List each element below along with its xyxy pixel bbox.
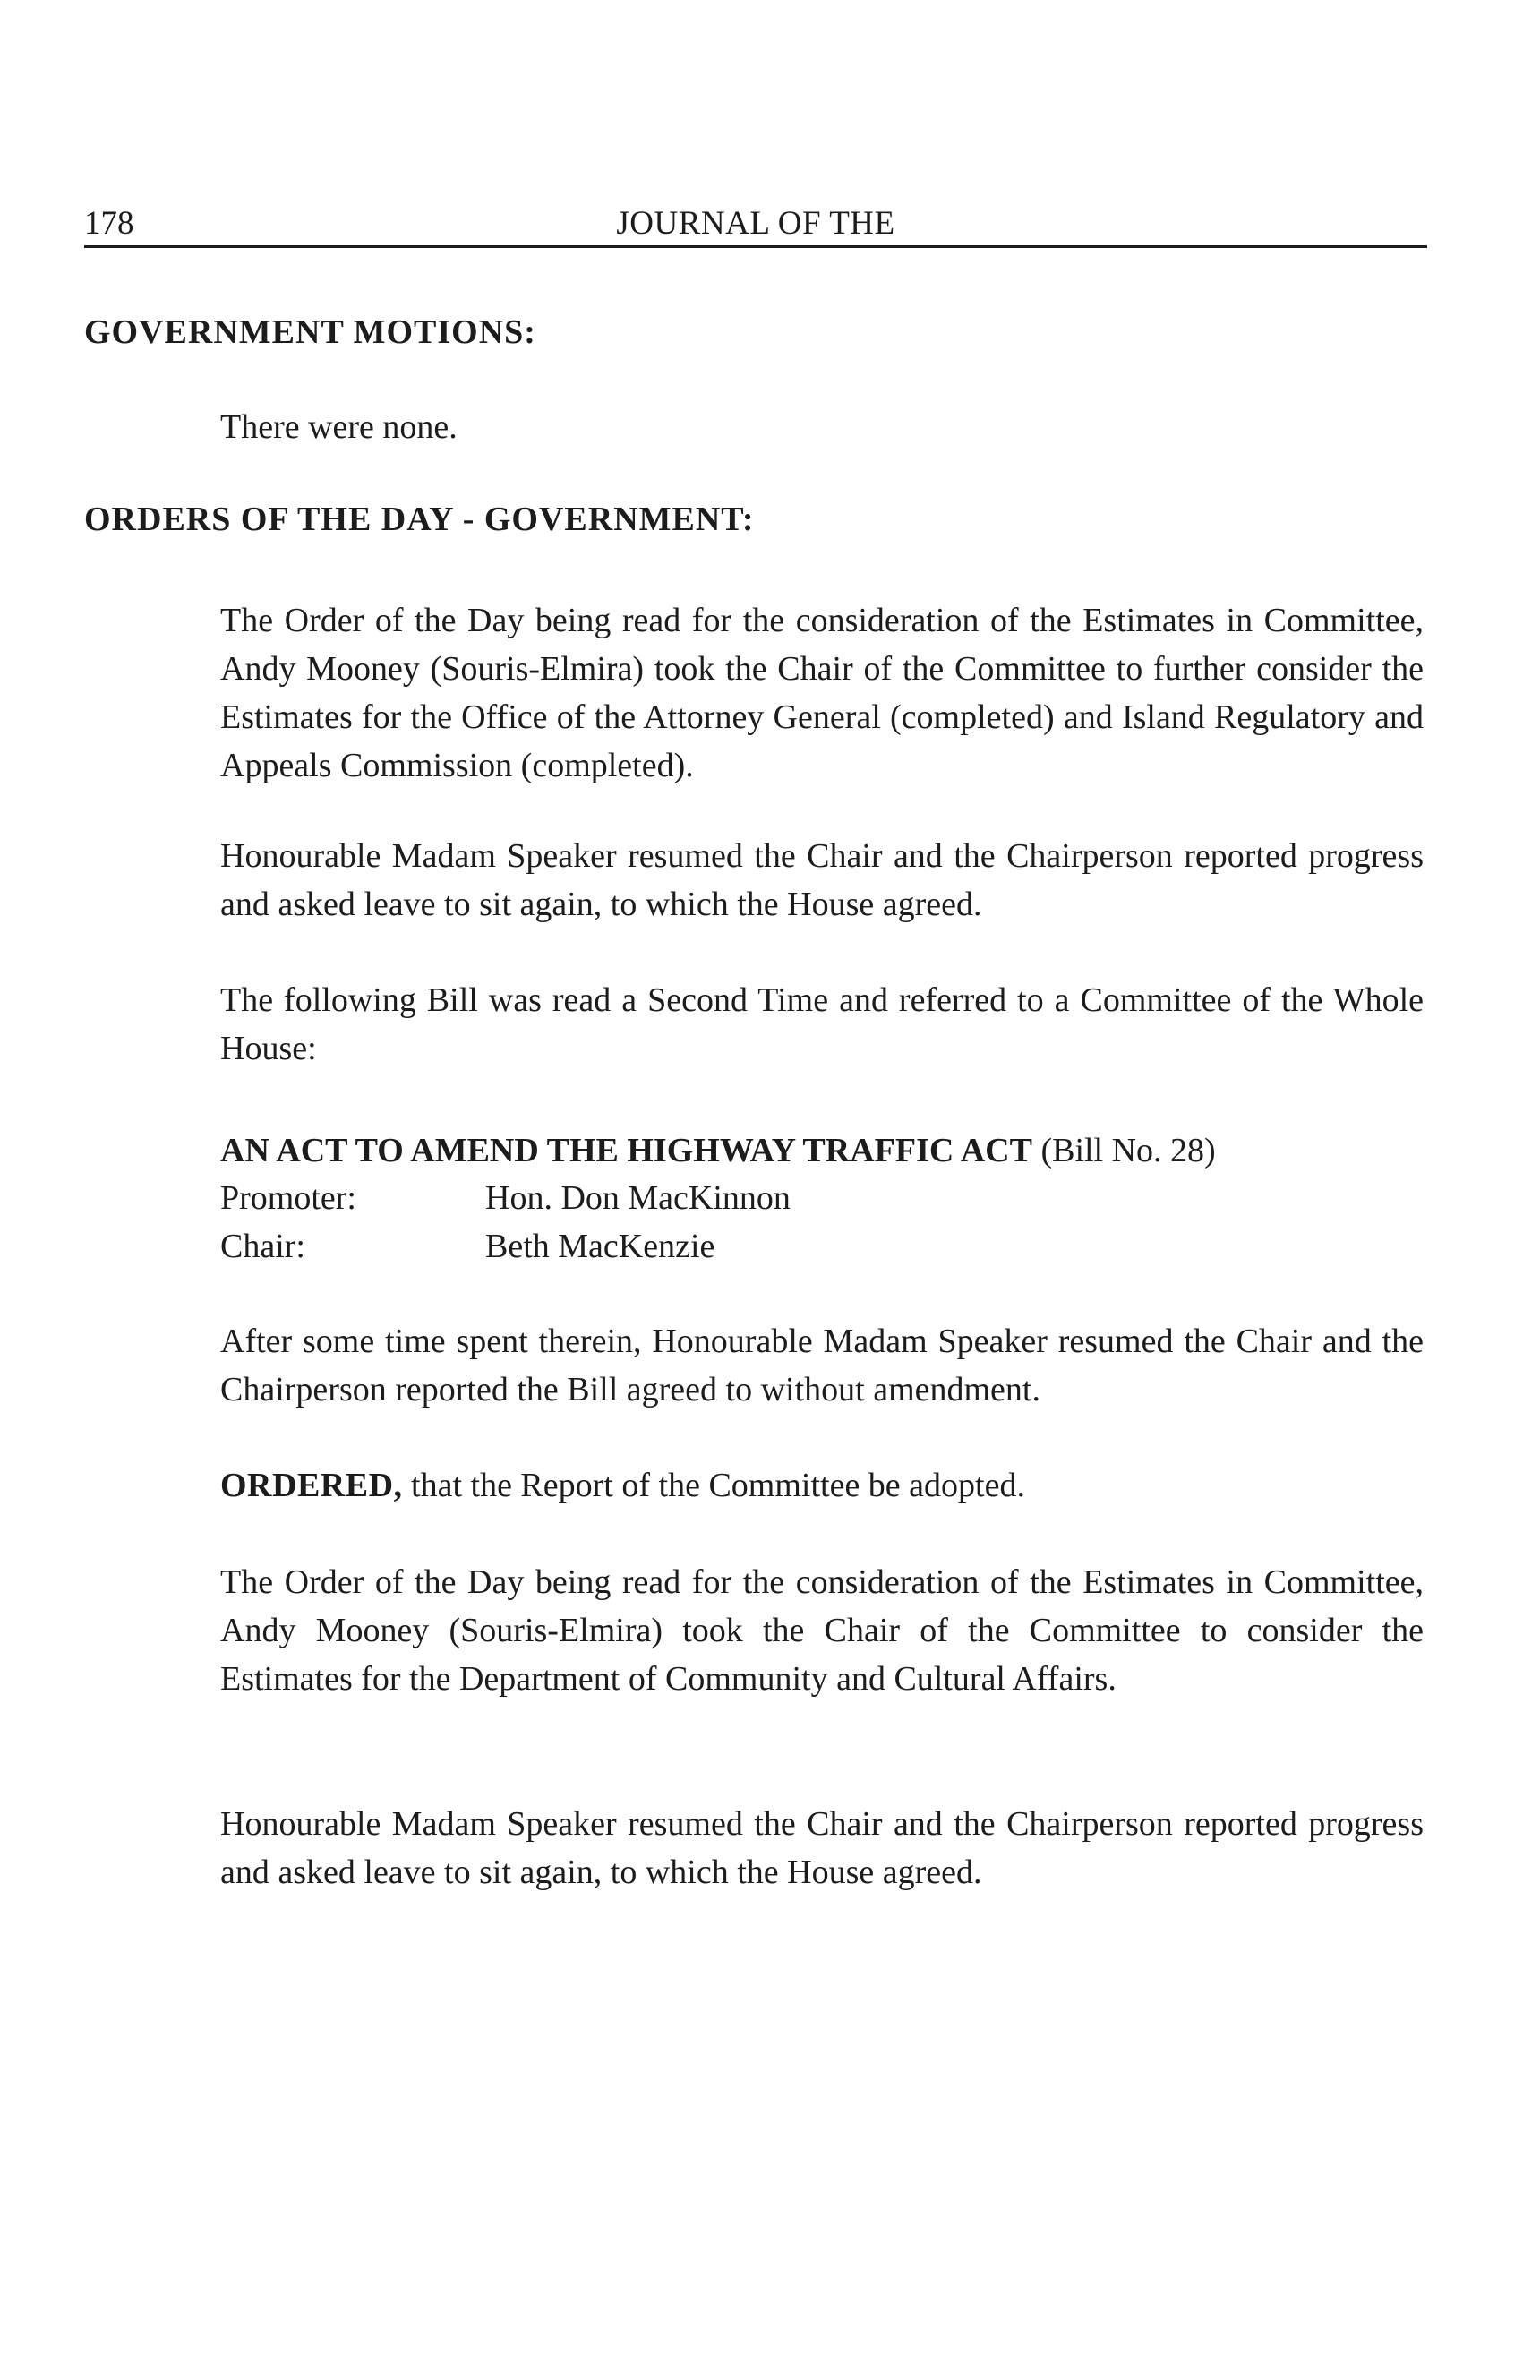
ordered-paragraph [220,1461,1424,1510]
bill-title: AN ACT TO AMEND THE HIGHWAY TRAFFIC ACT [220,1132,1032,1169]
ordered-text: that the Report of the Committee be adopted. [411,1467,1025,1504]
chair-label: Chair: [220,1228,305,1265]
government-motions-heading: GOVERNMENT MOTIONS: [84,313,536,351]
orders-paragraph-5: The Order of the Day being read for the consideration of the Estimates in Committee, Andy Mooney (Souris-Elmira) took the Chair of the Committee to consider the Estimates for the Department of Community and Cultural Affairs. [220,1563,1424,1698]
running-head [84,199,1427,249]
promoter-value: Hon. Don MacKinnon [485,1179,791,1217]
bill-title-line [220,1126,1424,1175]
orders-paragraph-3: The following Bill was read a Second Time and referred to a Committee of the Whole House: [220,981,1424,1067]
page-number: 178 [84,205,134,242]
chair-value: Beth MacKenzie [485,1228,715,1265]
running-title: JOURNAL OF THE [616,205,895,242]
ordered-keyword: ORDERED, [220,1467,403,1504]
orders-paragraph-6: Honourable Madam Speaker resumed the Chair and the Chairperson reported progress and asked leave to sit again, to which the House agreed. [220,1805,1424,1891]
promoter-label: Promoter: [220,1179,356,1217]
government-motions-text: There were none. [220,408,458,446]
bill-chair-row [220,1222,1026,1271]
bill-number: (Bill No. 28) [1040,1132,1216,1169]
bill-promoter-row [220,1174,1026,1222]
orders-paragraph-1: The Order of the Day being read for the consideration of the Estimates in Committee, Andy Mooney (Souris-Elmira) took the Chair of the Committee to further consider the Estimates for the Office of the Attorney General (completed) and Island Regulatory and Appeals Commission (completed). [220,602,1424,784]
orders-paragraph-2: Honourable Madam Speaker resumed the Chair and the Chairperson reported progress and asked leave to sit again, to which the House agreed. [220,837,1424,923]
orders-paragraph-4: After some time spent therein, Honourable Madam Speaker resumed the Chair and the Chairperson reported the Bill agreed to without amendment. [220,1323,1424,1408]
header-rule [84,245,1427,248]
orders-of-the-day-heading: ORDERS OF THE DAY - GOVERNMENT: [84,501,755,538]
